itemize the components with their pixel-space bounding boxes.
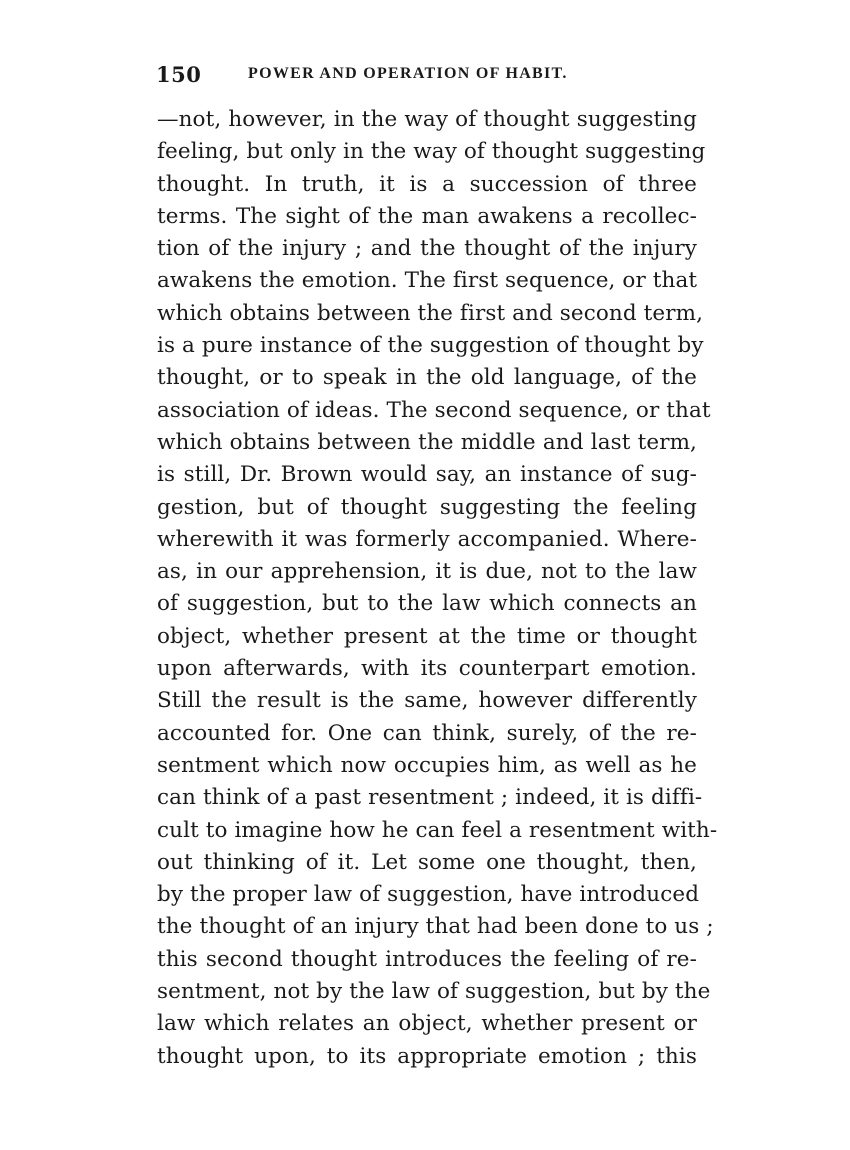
- running-head: POWER AND OPERATION OF HABIT.: [248, 65, 568, 82]
- text-line: this second thought introduces the feeling of re-: [157, 946, 697, 972]
- text-line: upon afterwards, with its counterpart emotion.: [157, 656, 697, 682]
- text-line: wherewith it was formerly accompanied. Where-: [157, 526, 697, 552]
- text-line: object, whether present at the time or thought: [157, 623, 697, 649]
- text-line: gestion, but of thought suggesting the feeling: [157, 494, 697, 520]
- page-number: 150: [156, 62, 202, 87]
- text-line: the thought of an injury that had been done to us ;: [157, 914, 714, 940]
- text-line: by the proper law of suggestion, have introduced: [157, 882, 700, 908]
- body-text: [157, 104, 718, 1073]
- text-line: terms. The sight of the man awakens a recollec-: [157, 203, 697, 229]
- page-header: [156, 62, 696, 88]
- text-line: sentment, not by the law of suggestion, but by the: [157, 979, 711, 1005]
- text-line: of suggestion, but to the law which connects an: [157, 591, 697, 617]
- text-line: out thinking of it. Let some one thought, then,: [157, 849, 697, 875]
- text-line: which obtains between the middle and last term,: [157, 429, 697, 455]
- text-line: sentment which now occupies him, as well as he: [157, 752, 697, 778]
- text-line: cult to imagine how he can feel a resentment with-: [157, 817, 718, 843]
- text-line: —not, however, in the way of thought suggesting: [157, 107, 697, 132]
- text-line: accounted for. One can think, surely, of the re-: [157, 720, 697, 746]
- text-line: can think of a past resentment ; indeed, it is diffi-: [157, 785, 703, 811]
- text-line: thought, or to speak in the old language, of the: [157, 365, 697, 391]
- text-line: thought upon, to its appropriate emotion ; this: [157, 1043, 697, 1069]
- text-line: thought. In truth, it is a succession of three: [157, 171, 697, 197]
- text-line: as, in our apprehension, it is due, not to the law: [157, 559, 697, 585]
- text-line: awakens the emotion. The first sequence, or that: [157, 268, 698, 294]
- text-line: is a pure instance of the suggestion of thought by: [157, 333, 704, 359]
- text-line: Still the result is the same, however differently: [157, 688, 697, 714]
- text-line: tion of the injury ; and the thought of the injury: [157, 236, 697, 262]
- text-line: association of ideas. The second sequence, or that: [157, 397, 711, 423]
- text-line: which obtains between the first and second term,: [157, 300, 704, 326]
- text-line: feeling, but only in the way of thought suggesting: [157, 139, 706, 165]
- text-line: law which relates an object, whether present or: [157, 1011, 697, 1037]
- text-line: is still, Dr. Brown would say, an instance of sug-: [157, 462, 697, 488]
